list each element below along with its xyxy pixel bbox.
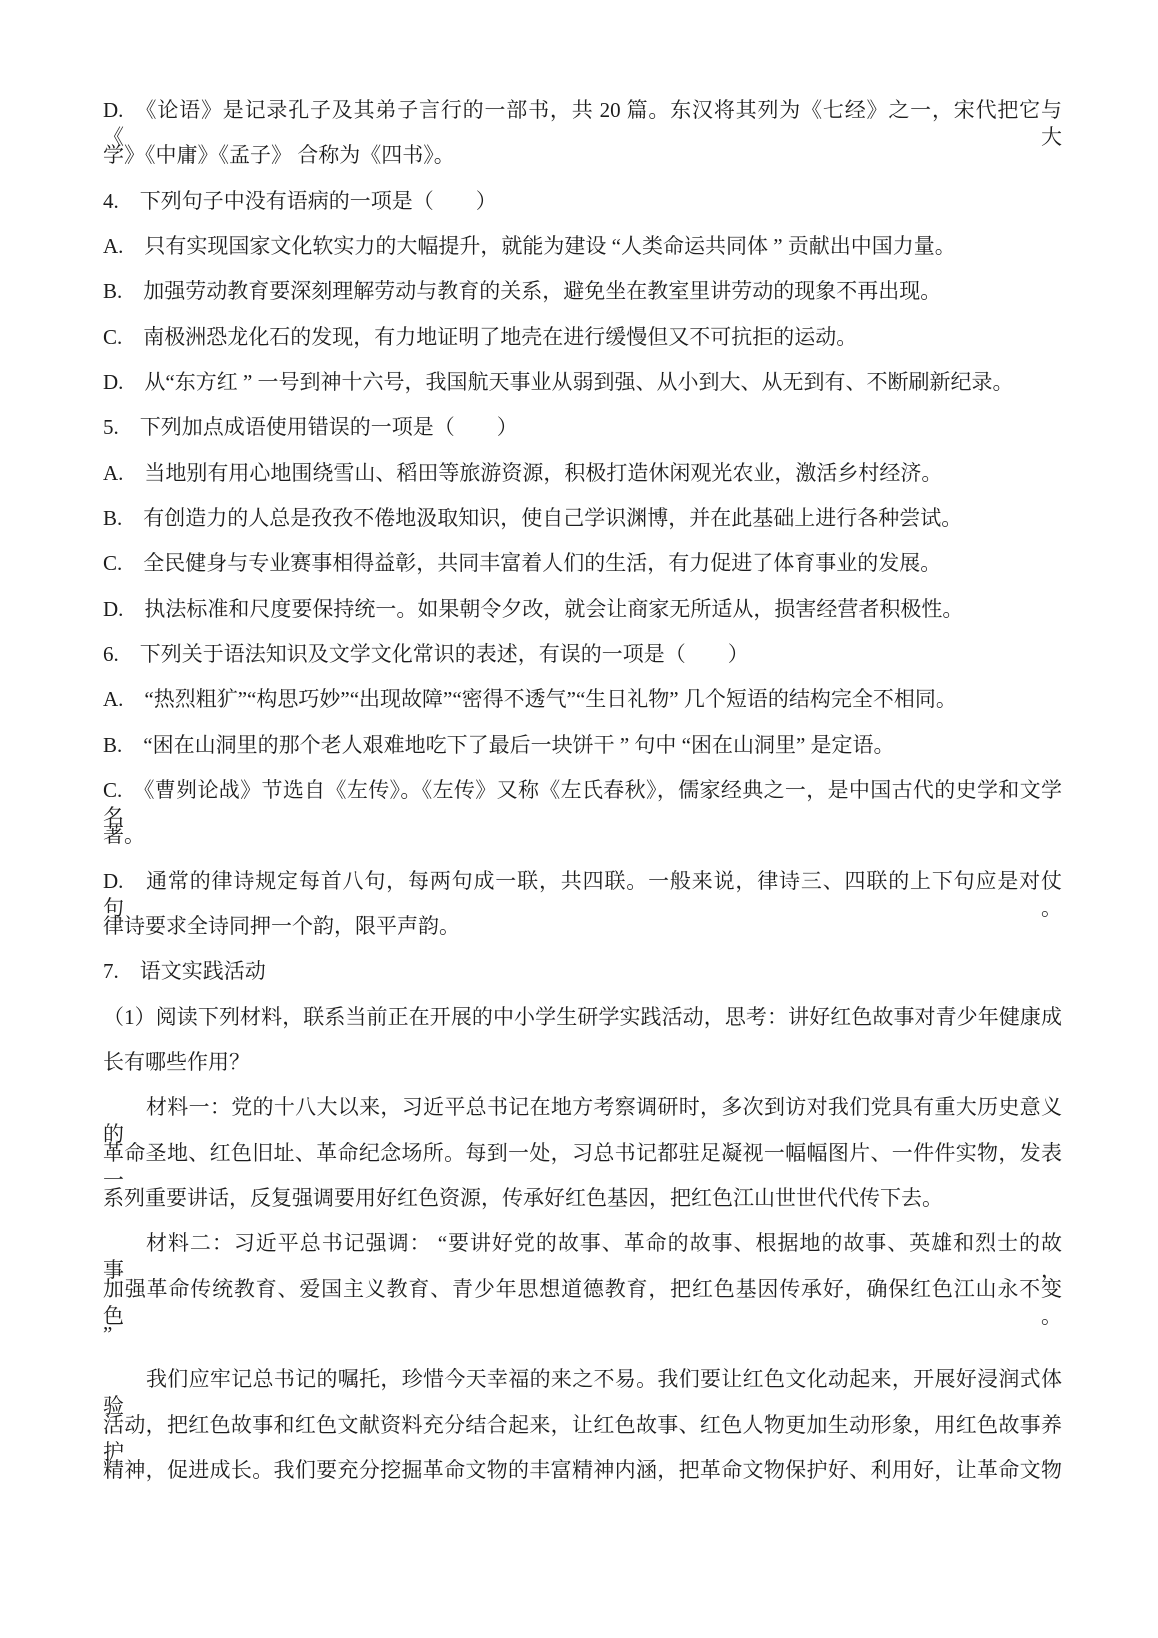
q7-heading: 7. 语文实践活动 bbox=[103, 959, 266, 984]
q4-option-a: A. 只有实现国家文化软实力的大幅提升，就能为建设 “人类命运共同体 ” 贡献出中国力量。 bbox=[103, 233, 956, 258]
material-2-line1: 材料二：习近平总书记强调： “要讲好党的故事、革命的故事、根据地的故事、英雄和烈士的故事， bbox=[103, 1231, 1062, 1283]
q6-option-c-line1: C. 《曹刿论战》节选自《左传》。《左传》又称《左氏春秋》，儒家经典之一，是中国古代的史学和文学名 bbox=[103, 777, 1062, 829]
q6-option-b: B. “困在山洞里的那个老人艰难地吃下了最后一块饼干 ” 句中 “困在山洞里” 是定语。 bbox=[103, 732, 895, 757]
q4-option-d: D. 从“东方红 ” 一号到神十六号，我国航天事业从弱到强、从小到大、从无到有、不断刷新纪录。 bbox=[103, 369, 1014, 394]
q4-stem: 4. 下列句子中没有语病的一项是（ ） bbox=[103, 188, 497, 213]
q6-option-d-line2: 律诗要求全诗同押一个韵，限平声韵。 bbox=[103, 913, 460, 938]
q6-option-c-line2: 著。 bbox=[103, 823, 145, 848]
commentary-line1: 我们应牢记总书记的嘱托，珍惜今天幸福的来之不易。我们要让红色文化动起来，开展好浸润式体验 bbox=[103, 1367, 1062, 1419]
q5-option-b: B. 有创造力的人总是孜孜不倦地汲取知识，使自己学识渊博，并在此基础上进行各种尝试。 bbox=[103, 505, 963, 530]
q3-option-d-line1: D. 《论语》是记录孔子及其弟子言行的一部书，共 20 篇。东汉将其列为《七经》之一，宋代把它与 《大 bbox=[103, 98, 1068, 149]
material-1-line2: 革命圣地、红色旧址、革命纪念场所。每到一处，习总书记都驻足凝视一幅幅图片、一件件实物，发表一 bbox=[103, 1140, 1062, 1192]
q6-option-a: A. “热烈粗犷”“构思巧妙”“出现故障”“密得不透气”“生日礼物” 几个短语的结构完全不相同。 bbox=[103, 687, 957, 712]
material-1-line3: 系列重要讲话，反复强调要用好红色资源，传承好红色基因，把红色江山世世代代传下去。 bbox=[103, 1185, 943, 1210]
q6-stem: 6. 下列关于语法知识及文学文化常识的表述，有误的一项是（ ） bbox=[103, 641, 749, 666]
q4-option-b: B. 加强劳动教育要深刻理解劳动与教育的关系，避免坐在教室里讲劳动的现象不再出现。 bbox=[103, 279, 942, 304]
q3-option-d-line2: 学》《中庸》《孟子》 合称为《四书》。 bbox=[103, 143, 455, 168]
q5-stem: 5. 下列加点成语使用错误的一项是（ ） bbox=[103, 415, 518, 440]
material-1-line1: 材料一：党的十八大以来，习近平总书记在地方考察调研时，多次到访对我们党具有重大历史意义的 bbox=[103, 1095, 1062, 1147]
q7-task1-line2: 长有哪些作用？ bbox=[103, 1049, 250, 1074]
material-2-line2: 加强革命传统教育、爱国主义教育、青少年思想道德教育，把红色基因传承好，确保红色江山永不变色。 bbox=[103, 1276, 1062, 1328]
q7-task1-line1: （1）阅读下列材料，联系当前正在开展的中小学生研学实践活动，思考：讲好红色故事对青少年健康成 bbox=[103, 1004, 1062, 1029]
q5-option-a: A. 当地别有用心地围绕雪山、稻田等旅游资源，积极打造休闲观光农业，激活乡村经济。 bbox=[103, 460, 943, 485]
q4-option-c: C. 南极洲恐龙化石的发现，有力地证明了地壳在进行缓慢但又不可抗拒的运动。 bbox=[103, 324, 858, 349]
material-2-closing-quote: ” bbox=[103, 1321, 113, 1346]
q5-option-c: C. 全民健身与专业赛事相得益彰，共同丰富着人们的生活，有力促进了体育事业的发展。 bbox=[103, 551, 942, 576]
q5-option-d: D. 执法标准和尺度要保持统一。如果朝令夕改，就会让商家无所适从，损害经营者积极性。 bbox=[103, 596, 964, 621]
commentary-line2: 活动，把红色故事和红色文献资料充分结合起来，让红色故事、红色人物更加生动形象，用红色故事养护 bbox=[103, 1412, 1062, 1464]
q6-option-d-line1: D. 通常的律诗规定每首八句，每两句成一联，共四联。一般来说，律诗三、四联的上下句应是对仗句。 bbox=[103, 868, 1062, 920]
commentary-line3: 精神，促进成长。我们要充分挖掘革命文物的丰富精神内涵，把革命文物保护好、利用好，让革命文物 bbox=[103, 1457, 1062, 1482]
